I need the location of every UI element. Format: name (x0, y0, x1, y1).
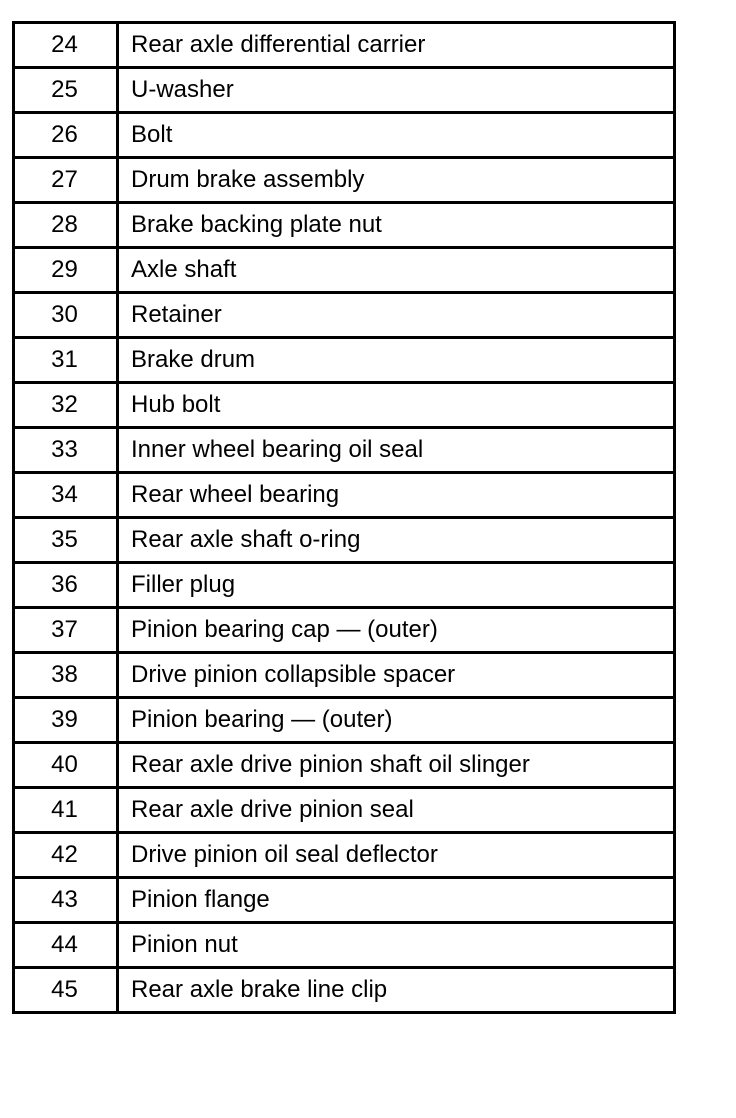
part-description: Rear wheel bearing (118, 473, 675, 518)
part-number: 26 (14, 113, 118, 158)
part-description: Bolt (118, 113, 675, 158)
table-row (14, 788, 675, 833)
part-description: Drum brake assembly (118, 158, 675, 203)
table-row (14, 743, 675, 788)
part-description: Rear axle shaft o-ring (118, 518, 675, 563)
table-row (14, 203, 675, 248)
table-row (14, 248, 675, 293)
part-number: 28 (14, 203, 118, 248)
table-row (14, 923, 675, 968)
part-number: 30 (14, 293, 118, 338)
part-number: 27 (14, 158, 118, 203)
table-row (14, 968, 675, 1013)
part-number: 45 (14, 968, 118, 1013)
part-description: Pinion nut (118, 923, 675, 968)
part-description: Pinion bearing — (outer) (118, 698, 675, 743)
table-row (14, 113, 675, 158)
part-description: Hub bolt (118, 383, 675, 428)
part-description: Rear axle brake line clip (118, 968, 675, 1013)
part-description: Brake backing plate nut (118, 203, 675, 248)
part-description: Drive pinion oil seal deflector (118, 833, 675, 878)
table-row (14, 833, 675, 878)
table-row (14, 563, 675, 608)
part-number: 44 (14, 923, 118, 968)
part-number: 37 (14, 608, 118, 653)
part-number: 38 (14, 653, 118, 698)
table-row (14, 698, 675, 743)
table-row (14, 338, 675, 383)
part-number: 41 (14, 788, 118, 833)
table-row (14, 293, 675, 338)
part-number: 43 (14, 878, 118, 923)
part-description: Pinion bearing cap — (outer) (118, 608, 675, 653)
part-description: Axle shaft (118, 248, 675, 293)
part-number: 39 (14, 698, 118, 743)
parts-table (12, 21, 676, 1014)
part-description: U-washer (118, 68, 675, 113)
table-row (14, 653, 675, 698)
part-number: 35 (14, 518, 118, 563)
table-row (14, 473, 675, 518)
parts-table-body (14, 23, 675, 1013)
table-row (14, 878, 675, 923)
part-description: Rear axle drive pinion shaft oil slinger (118, 743, 675, 788)
part-description: Inner wheel bearing oil seal (118, 428, 675, 473)
part-description: Filler plug (118, 563, 675, 608)
table-row (14, 518, 675, 563)
part-number: 40 (14, 743, 118, 788)
part-number: 34 (14, 473, 118, 518)
part-description: Pinion flange (118, 878, 675, 923)
table-row (14, 68, 675, 113)
part-description: Drive pinion collapsible spacer (118, 653, 675, 698)
table-row (14, 23, 675, 68)
part-description: Rear axle differential carrier (118, 23, 675, 68)
part-number: 33 (14, 428, 118, 473)
part-number: 24 (14, 23, 118, 68)
table-row (14, 608, 675, 653)
part-number: 32 (14, 383, 118, 428)
part-description: Retainer (118, 293, 675, 338)
part-number: 42 (14, 833, 118, 878)
table-row (14, 428, 675, 473)
table-row (14, 383, 675, 428)
part-description: Brake drum (118, 338, 675, 383)
part-number: 31 (14, 338, 118, 383)
part-number: 29 (14, 248, 118, 293)
part-number: 36 (14, 563, 118, 608)
part-number: 25 (14, 68, 118, 113)
part-description: Rear axle drive pinion seal (118, 788, 675, 833)
table-row (14, 158, 675, 203)
